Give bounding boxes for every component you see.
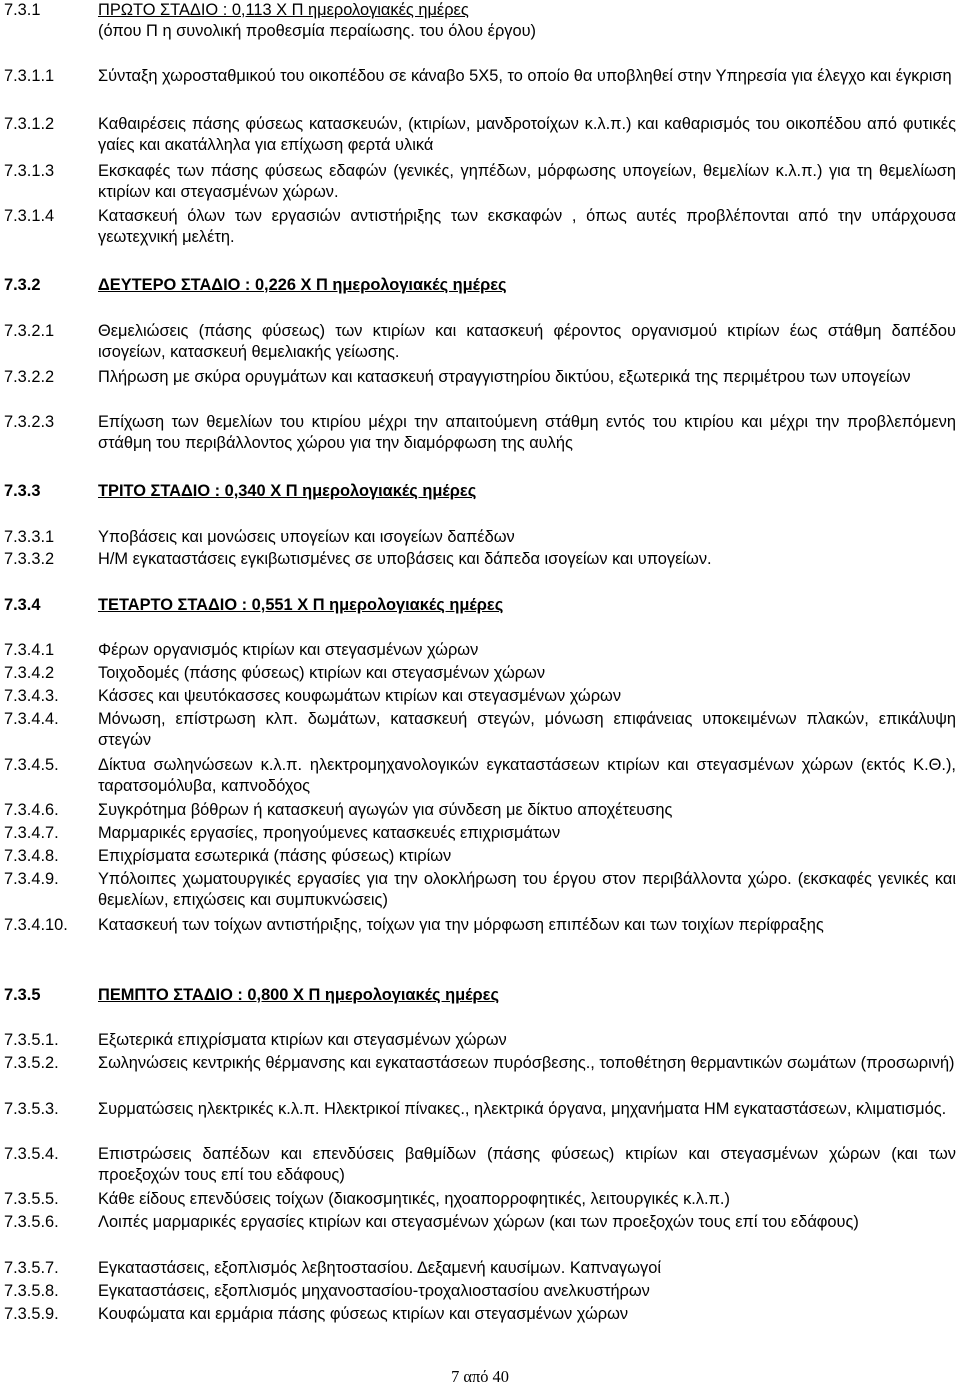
item-text: Μόνωση, επίστρωση κλπ. δωμάτων, κατασκευή στεγών, μόνωση επιφάνειας υποκειμένων πλακών, επικάλυψη στεγών [98,710,956,749]
section-number: 7.3.1.1 [4,67,55,85]
section-number: 7.3.2.1 [4,322,55,340]
section-number: 7.3.4.4. [4,710,59,728]
section-number: 7.3.4.9. [4,870,59,888]
item-text: Υποβάσεις και μονώσεις υπογείων και ισογείων δαπέδων [98,528,515,546]
item-text: Η/Μ εγκαταστάσεις εγκιβωτισμένες σε υποβάσεις και δάπεδα ισογείων και υπογείων. [98,550,712,568]
section-number: 7.3.4.3. [4,687,59,705]
item-text: Κάθε είδους επενδύσεις τοίχων (διακοσμητικές, ηχοαπορροφητικές, λειτουργικές κ.λ.π.) [98,1190,730,1208]
section-number: 7.3.4.8. [4,847,59,865]
section-number: 7.3.4 [4,596,41,614]
section-number: 7.3.5 [4,986,41,1004]
item-text: Εκσκαφές των πάσης φύσεως εδαφών (γενικές, γηπέδων, μόρφωσης υπογείων, θεμελίων κ.λ.π.) για τη θεμελίωση κτιρίων και στεγασμένων χώρων. [98,162,956,201]
section-number: 7.3.1.3 [4,162,55,180]
section-number: 7.3.2.2 [4,368,55,386]
item-text: Μαρμαρικές εργασίες, προηγούμενες κατασκευές επιχρισμάτων [98,824,561,842]
item-text: Συρματώσεις ηλεκτρικές κ.λ.π. Ηλεκτρικοί πίνακες., ηλεκτρικά όργανα, μηχανήματα ΗΜ εγκαταστάσεων, κλιματισμός. [98,1100,947,1118]
item-text: Εγκαταστάσεις, εξοπλισμός μηχανοστασίου-τροχαλιοστασίου ανελκυστήρων [98,1282,650,1300]
stage-title: ΤΡΙΤΟ ΣΤΑΔΙΟ : 0,340 Χ Π ημερολογιακές ημέρες [98,482,477,500]
section-number: 7.3.4.10. [4,916,68,934]
item-text: Εγκαταστάσεις, εξοπλισμός λεβητοστασίου. Δεξαμενή καυσίμων. Καπναγωγοί [98,1259,661,1277]
item-text: Συγκρότημα βόθρων ή κατασκευή αγωγών για σύνδεση με δίκτυο αποχέτευσης [98,801,673,819]
page-number-footer: 7 από 40 [451,1367,509,1386]
section-number: 7.3.3.1 [4,528,55,546]
section-number: 7.3.2 [4,276,41,294]
item-text: Εξωτερικά επιχρίσματα κτιρίων και στεγασμένων χώρων [98,1031,507,1049]
section-number: 7.3.5.1. [4,1031,59,1049]
section-number: 7.3.1 [4,1,41,19]
section-number: 7.3.5.5. [4,1190,59,1208]
stage-title: ΠΡΩΤΟ ΣΤΑΔΙΟ : 0,113 Χ Π ημερολογιακές ημέρες [98,1,469,19]
section-number: 7.3.3.2 [4,550,55,568]
section-number: 7.3.4.2 [4,664,55,682]
item-text: Θεμελιώσεις (πάσης φύσεως) των κτιρίων και κατασκευή φέροντος οργανισμού κτιρίων έως στάθμη δαπέδου ισογείων, κατασκευή θεμελιακής γείωσης. [98,322,956,361]
section-number: 7.3.5.2. [4,1054,59,1072]
item-text: Πλήρωση με σκύρα ορυγμάτων και κατασκευή στραγγιστηρίου δικτύου, εξωτερικά της περιμέτρου των υπογείων [98,368,911,386]
item-text: Σύνταξη χωροσταθμικού του οικοπέδου σε κάναβο 5Χ5, το οποίο θα υποβληθεί στην Υπηρεσία για έλεγχο και έγκριση [98,67,952,85]
stage-title: ΤΕΤΑΡΤΟ ΣΤΑΔΙΟ : 0,551 Χ Π ημερολογιακές ημέρες [98,596,504,614]
section-number: 7.3.5.9. [4,1305,59,1323]
section-number: 7.3.4.6. [4,801,59,819]
item-text: Επιχρίσματα εσωτερικά (πάσης φύσεως) κτιρίων [98,847,452,865]
item-text: Τοιχοδομές (πάσης φύσεως) κτιρίων και στεγασμένων χώρων [98,664,546,682]
item-text: Κατασκευή των τοίχων αντιστήριξης, τοίχων για την μόρφωση επιπέδων και των τοιχίων περίφραξης [98,916,824,934]
section-number: 7.3.4.1 [4,641,55,659]
item-text: Κάσσες και ψευτόκασσες κουφωμάτων κτιρίων και στεγασμένων χώρων [98,687,622,705]
stage-subtitle: (όπου Π η συνολική προθεσμία περαίωσης. του όλου έργου) [98,22,537,40]
section-number: 7.3.2.3 [4,413,55,431]
section-number: 7.3.1.2 [4,115,55,133]
section-number: 7.3.5.4. [4,1145,59,1163]
section-number: 7.3.4.7. [4,824,59,842]
section-number: 7.3.5.7. [4,1259,59,1277]
section-number: 7.3.4.5. [4,756,59,774]
item-text: Λοιπές μαρμαρικές εργασίες κτιρίων και στεγασμένων χώρων (και των προεξοχών τους επί του εδάφους) [98,1213,859,1231]
item-text: Κατασκευή όλων των εργασιών αντιστήριξης των εκσκαφών , όπως αυτές προβλέπονται από την υπάρχουσα γεωτεχνική μελέτη. [98,207,956,246]
item-text: Καθαιρέσεις πάσης φύσεως κατασκευών, (κτιρίων, μανδροτοίχων κ.λ.π.) και καθαρισμός του οικοπέδου από φυτικές γαίες και ακατάλληλα για επίχωση φερτά υλικά [98,115,956,154]
section-number: 7.3.3 [4,482,41,500]
stage-title: ΠΕΜΠΤΟ ΣΤΑΔΙΟ : 0,800 Χ Π ημερολογιακές ημέρες [98,986,499,1004]
section-number: 7.3.5.8. [4,1282,59,1300]
item-text: Φέρων οργανισμός κτιρίων και στεγασμένων χώρων [98,641,479,659]
stage-title: ΔΕΥΤΕΡΟ ΣΤΑΔΙΟ : 0,226 Χ Π ημερολογιακές ημέρες [98,276,507,294]
item-text: Υπόλοιπες χωματουργικές εργασίες για την ολοκλήρωση του έργου στον περιβάλλοντα χώρο. (εκσκαφές γενικές και θεμελίων, επιχώσεις και συμπυκνώσεις) [98,870,956,909]
section-number: 7.3.5.6. [4,1213,59,1231]
section-number: 7.3.5.3. [4,1100,59,1118]
section-number: 7.3.1.4 [4,207,55,225]
item-text: Δίκτυα σωληνώσεων κ.λ.π. ηλεκτρομηχανολογικών εγκαταστάσεων κτιρίων και στεγασμένων χώρων (εκτός Κ.Θ.), ταρατσομόλυβα, καπνοδόχος [98,756,956,795]
item-text: Επιστρώσεις δαπέδων και επενδύσεις βαθμίδων (πάσης φύσεως) κτιρίων και στεγασμένων χώρων (και των προεξοχών τους επί του εδάφους) [98,1145,956,1184]
item-text: Κουφώματα και ερμάρια πάσης φύσεως κτιρίων και στεγασμένων χώρων [98,1305,629,1323]
item-text: Σωληνώσεις κεντρικής θέρμανσης και εγκαταστάσεων πυρόσβεσης., τοποθέτηση θερμαντικών σωμάτων (προσωρινή) [98,1054,955,1072]
item-text: Επίχωση των θεμελίων του κτιρίου μέχρι την απαιτούμενη στάθμη εντός του κτιρίου και μέχρι την προβλεπόμενη στάθμη του περιβάλλοντος χώρου για την διαμόρφωση της αυλής [98,413,956,452]
